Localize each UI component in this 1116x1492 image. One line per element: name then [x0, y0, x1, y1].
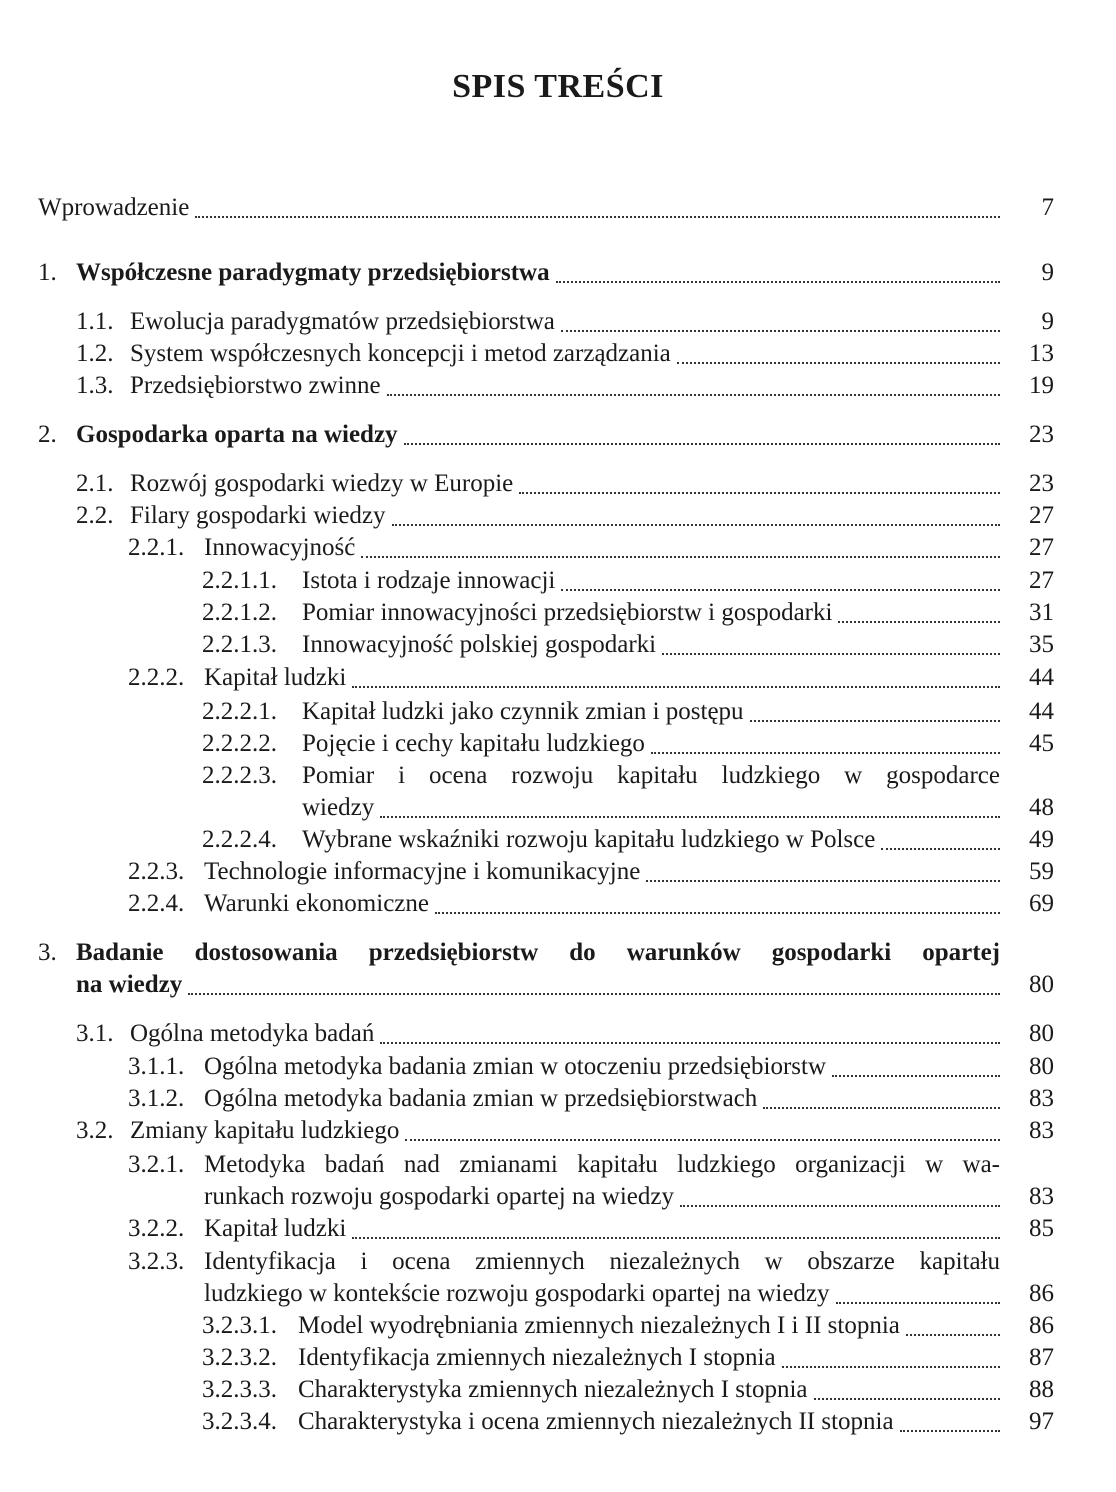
- toc-entry-text: Innowacyjność: [204, 534, 356, 561]
- toc-entry: [128, 889, 1054, 919]
- toc-entry-text: Warunki ekonomiczne: [204, 890, 429, 917]
- toc-entry: [128, 857, 1054, 887]
- toc-entry-text: Istota i rodzaje innowacji: [302, 567, 556, 594]
- toc-entry-page: 97: [1029, 1408, 1054, 1435]
- dot-leader: [380, 1042, 1000, 1044]
- toc-entry-text: Metodyka badań nad zmianami kapitału ludzkiego organizacji w wa-: [204, 1151, 1000, 1178]
- toc-entry: [128, 533, 1054, 563]
- toc-entry-page: 59: [1029, 858, 1054, 885]
- toc-entry-text: Kapitał ludzki: [204, 1215, 347, 1242]
- toc-entry-page: 27: [1029, 534, 1054, 561]
- toc-entry-page: 80: [1029, 1053, 1054, 1080]
- toc-entry-text: Identyfikacja zmiennych niezależnych I stopnia: [298, 1344, 776, 1371]
- toc-entry-page: 49: [1029, 826, 1054, 853]
- dot-leader: [435, 912, 1000, 914]
- toc-entry-text: Ogólna metodyka badania zmian w przedsiębiorstwach: [204, 1085, 758, 1112]
- toc-entry-text: Przedsiębiorstwo zwinne: [130, 372, 381, 399]
- toc-entry: [202, 630, 1054, 660]
- toc-entry-page: 9: [1041, 259, 1054, 286]
- toc-entry-page: 31: [1029, 599, 1054, 626]
- toc-entry: [202, 729, 1054, 759]
- toc-entry-text: Model wyodrębniania zmiennych niezależnych I i II stopnia: [298, 1312, 900, 1339]
- toc-entry-number: 1.3.: [76, 372, 114, 399]
- toc-entry-page: 80: [1029, 1020, 1054, 1047]
- toc-entry-page: 44: [1029, 698, 1054, 725]
- toc-entry: [38, 193, 1054, 223]
- toc-entry: [76, 1019, 1054, 1049]
- toc-entry-number: 2.2.1.1.: [202, 567, 277, 594]
- toc-entry-text: Pojęcie i cechy kapitału ludzkiego: [302, 730, 645, 757]
- toc-entry-text: Rozwój gospodarki wiedzy w Europie: [130, 470, 514, 497]
- toc-entry-number: 2.1.: [76, 470, 114, 497]
- toc-entry-text: Wybrane wskaźniki rozwoju kapitału ludzkiego w Polsce: [302, 826, 876, 853]
- toc-entry: [202, 598, 1054, 628]
- toc-entry-page: 80: [1029, 971, 1054, 998]
- toc-entry-page: 86: [1029, 1312, 1054, 1339]
- toc-entry: [76, 339, 1054, 369]
- toc-entry-number: 2.2.3.: [128, 858, 185, 885]
- dot-leader: [561, 589, 1000, 591]
- toc-chapter: [38, 938, 1000, 968]
- dot-leader: [556, 281, 1000, 283]
- toc-entry-number: 2.2.1.2.: [202, 599, 277, 626]
- toc-entry: [76, 1116, 1054, 1146]
- dot-leader: [814, 1398, 1000, 1400]
- dot-leader: [832, 1075, 1000, 1077]
- toc-entry: [76, 469, 1054, 499]
- toc-entry-number: 2.2.4.: [128, 890, 185, 917]
- toc-entry-text: Zmiany kapitału ludzkiego: [130, 1117, 400, 1144]
- toc-entry: [202, 761, 1000, 791]
- toc-entry-page: 86: [1029, 1280, 1054, 1307]
- toc-entry-text: Ogólna metodyka badania zmian w otoczeniu przedsiębiorstw: [204, 1053, 827, 1080]
- dot-leader: [838, 621, 1000, 623]
- toc-entry-text-continued: runkach rozwoju gospodarki opartej na wiedzy: [204, 1183, 674, 1210]
- toc-entry-page: 83: [1029, 1085, 1054, 1112]
- dot-leader: [561, 330, 1000, 332]
- toc-entry-page: 19: [1029, 372, 1054, 399]
- dot-leader: [782, 1366, 1000, 1368]
- toc-entry: [202, 697, 1054, 727]
- toc-entry-page: 27: [1029, 502, 1054, 529]
- toc-chapter: [38, 258, 1054, 288]
- dot-leader: [836, 1302, 1000, 1304]
- dot-leader: [352, 686, 1000, 688]
- dot-leader: [881, 848, 1000, 850]
- dot-leader: [750, 720, 1000, 722]
- dot-leader: [900, 1430, 1000, 1432]
- dot-leader: [677, 362, 1000, 364]
- dot-leader: [646, 880, 1000, 882]
- toc-entry: [76, 371, 1054, 401]
- toc-entry-number: 3.2.3.1.: [202, 1312, 277, 1339]
- dot-leader: [352, 1237, 1000, 1239]
- dot-leader: [651, 752, 1000, 754]
- toc-entry-text-continued: wiedzy: [302, 794, 375, 821]
- toc-entry-number: 1.1.: [76, 308, 114, 335]
- toc-entry-text: Charakterystyka zmiennych niezależnych I stopnia: [298, 1376, 808, 1403]
- toc-entry-text: Badanie dostosowania przedsiębiorstw do warunków gospodarki opartej: [76, 939, 1000, 966]
- toc-entry-page: 83: [1029, 1183, 1054, 1210]
- toc-entry-text: Pomiar innowacyjności przedsiębiorstw i gospodarki: [302, 599, 833, 626]
- toc-entry-text: Charakterystyka i ocena zmiennych niezależnych II stopnia: [298, 1408, 894, 1435]
- toc-entry: [202, 1375, 1054, 1405]
- toc-entry-number: 3.1.: [76, 1020, 114, 1047]
- toc-entry: [202, 825, 1054, 855]
- toc-entry-text: Ogólna metodyka badań: [130, 1020, 375, 1047]
- dot-leader: [662, 653, 1000, 655]
- toc-entry-text: System współczesnych koncepcji i metod zarządzania: [130, 340, 671, 367]
- toc-entry-page: 23: [1029, 421, 1054, 448]
- toc-entry: [202, 1407, 1054, 1437]
- toc-entry-text: Technologie informacyjne i komunikacyjne: [204, 858, 641, 885]
- toc-entry-number: 3.2.2.: [128, 1215, 185, 1242]
- dot-leader: [361, 556, 1000, 558]
- dot-leader: [387, 394, 1000, 396]
- toc-entry-continuation: [204, 1182, 1054, 1212]
- page-title: SPIS TREŚCI: [452, 68, 664, 105]
- toc-entry: [128, 1247, 1000, 1277]
- toc-entry-number: 2.2.2.3.: [202, 762, 277, 789]
- toc-entry-number: 3.2.3.2.: [202, 1344, 277, 1371]
- toc-entry: [128, 1150, 1000, 1180]
- toc-entry-number: 2.2.1.: [128, 534, 185, 561]
- dot-leader: [404, 443, 1000, 445]
- toc-entry-page: 9: [1041, 308, 1054, 335]
- toc-entry-text: Gospodarka oparta na wiedzy: [76, 421, 398, 448]
- dot-leader: [763, 1107, 1000, 1109]
- toc-entry-page: 35: [1029, 631, 1054, 658]
- toc-entry-number: 2.2.2.4.: [202, 826, 277, 853]
- toc-entry: [202, 1343, 1054, 1373]
- toc-entry: [202, 566, 1054, 596]
- toc-entry: [128, 1214, 1054, 1244]
- toc-entry-text-continued: ludzkiego w kontekście rozwoju gospodarki opartej na wiedzy: [204, 1280, 830, 1307]
- toc-entry-number: 3.2.1.: [128, 1151, 185, 1178]
- toc-entry-number: 3.: [38, 939, 57, 966]
- toc-entry-text: Kapitał ludzki jako czynnik zmian i postępu: [302, 698, 744, 725]
- toc-entry-page: 44: [1029, 664, 1054, 691]
- toc-entry-page: 88: [1029, 1376, 1054, 1403]
- toc-entry-number: 1.: [38, 259, 57, 286]
- toc-entry-page: 13: [1029, 340, 1054, 367]
- toc-entry-page: 48: [1029, 794, 1054, 821]
- toc-entry-number: 3.1.2.: [128, 1085, 185, 1112]
- toc-entry: [202, 1311, 1054, 1341]
- dot-leader: [906, 1334, 1000, 1336]
- toc-entry-page: 27: [1029, 567, 1054, 594]
- dot-leader: [519, 492, 1000, 494]
- dot-leader: [405, 1139, 1000, 1141]
- toc-entry-page: 83: [1029, 1117, 1054, 1144]
- toc-chapter-continuation: [76, 970, 1054, 1000]
- toc-entry-text: Innowacyjność polskiej gospodarki: [302, 631, 657, 658]
- toc-entry-number: 3.2.3.3.: [202, 1376, 277, 1403]
- toc-entry: [76, 307, 1054, 337]
- toc-entry: [76, 501, 1054, 531]
- toc-entry-text-continued: na wiedzy: [76, 971, 183, 998]
- toc-entry-page: 23: [1029, 470, 1054, 497]
- toc-entry-page: 69: [1029, 890, 1054, 917]
- toc-entry: [128, 1052, 1054, 1082]
- toc-entry-number: 3.2.3.4.: [202, 1408, 277, 1435]
- toc-entry-number: 2.2.2.1.: [202, 698, 277, 725]
- toc-entry-number: 1.2.: [76, 340, 114, 367]
- toc-entry-page: 45: [1029, 730, 1054, 757]
- toc-entry-page: 7: [1041, 194, 1054, 221]
- toc-chapter: [38, 420, 1054, 450]
- toc-entry-text: Wprowadzenie: [38, 194, 190, 221]
- toc-entry-text: Filary gospodarki wiedzy: [130, 502, 386, 529]
- toc-entry-number: 3.1.1.: [128, 1053, 185, 1080]
- toc-entry-page: 85: [1029, 1215, 1054, 1242]
- toc-entry-continuation: [204, 1279, 1054, 1309]
- toc-entry: [128, 1084, 1054, 1114]
- toc-entry-text: Identyfikacja i ocena zmiennych niezależnych w obszarze kapitału: [204, 1248, 1000, 1275]
- toc-entry: [128, 663, 1054, 693]
- dot-leader: [392, 524, 1000, 526]
- toc-entry-text: Ewolucja paradygmatów przedsiębiorstwa: [130, 308, 555, 335]
- toc-entry-number: 3.2.: [76, 1117, 114, 1144]
- dot-leader: [380, 816, 1000, 818]
- dot-leader: [680, 1205, 1000, 1207]
- toc-entry-number: 2.2.2.: [128, 664, 185, 691]
- dot-leader: [195, 216, 1000, 218]
- toc-entry-page: 87: [1029, 1344, 1054, 1371]
- toc-entry-number: 2.2.2.2.: [202, 730, 277, 757]
- toc-entry-text: Pomiar i ocena rozwoju kapitału ludzkiego w gospodarce: [302, 762, 1000, 789]
- toc-entry-continuation: [302, 793, 1054, 823]
- toc-entry-number: 2.2.: [76, 502, 114, 529]
- toc-entry-text: Kapitał ludzki: [204, 664, 347, 691]
- dot-leader: [188, 993, 1000, 995]
- toc-entry-text: Współczesne paradygmaty przedsiębiorstwa: [76, 259, 550, 286]
- toc-entry-number: 3.2.3.: [128, 1248, 185, 1275]
- toc-entry-number: 2.: [38, 421, 57, 448]
- toc-entry-number: 2.2.1.3.: [202, 631, 277, 658]
